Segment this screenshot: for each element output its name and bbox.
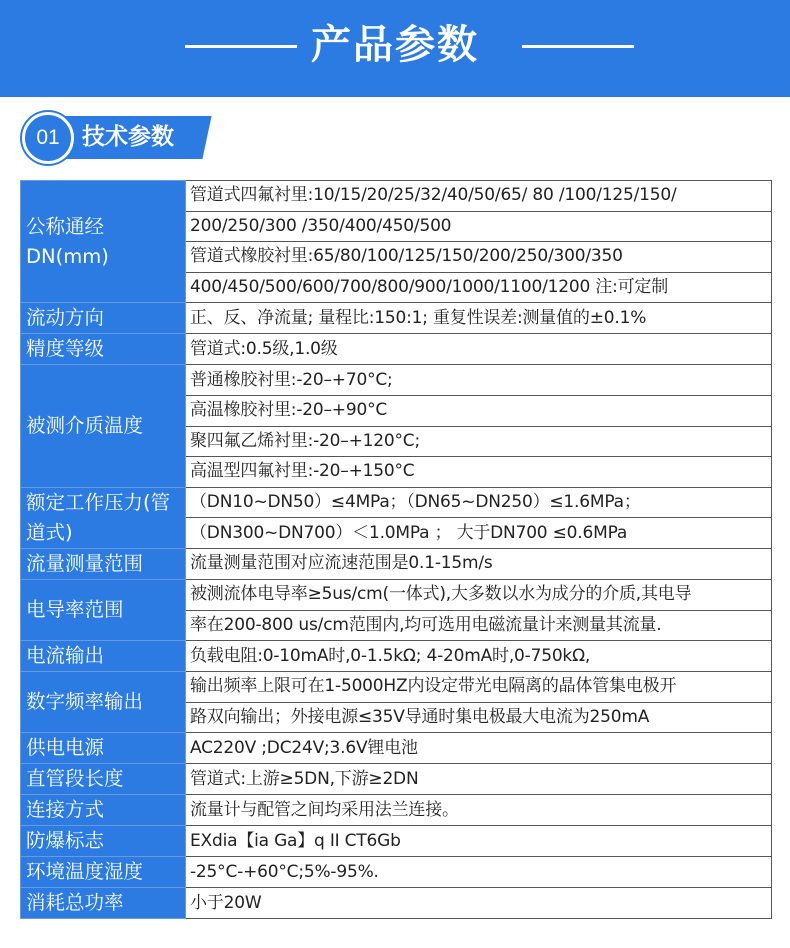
- table-row: [21, 181, 772, 212]
- page-title: 产品参数: [311, 22, 479, 68]
- param-value: 管道式橡胶衬里:65/80/100/125/150/200/250/300/350: [186, 242, 772, 273]
- param-name: 公称通经DN(mm): [21, 181, 186, 303]
- param-value: 400/450/500/600/700/800/900/1000/1100/1200 注:可定制: [186, 272, 772, 303]
- param-name: 被测介质温度: [21, 365, 186, 487]
- param-value: （DN10~DN50）≤4MPa；（DN65~DN250）≤1.6MPa；: [186, 487, 772, 518]
- param-name: 额定工作压力(管道式): [21, 487, 186, 548]
- param-value: 高温型四氟衬里:-20–+150°C: [186, 457, 772, 488]
- param-value: 小于20W: [186, 888, 772, 919]
- table-row: [21, 733, 772, 764]
- param-value: （DN300~DN700）＜1.0MPa ； 大于DN700 ≤0.6MPa: [186, 518, 772, 549]
- spec-table: [20, 180, 772, 919]
- param-name: 数字频率输出: [21, 672, 186, 733]
- param-name: 防爆标志: [21, 826, 186, 857]
- param-value: 管道式四氟衬里:10/15/20/25/32/40/50/65/ 80 /100/125/150/: [186, 181, 772, 212]
- param-name: 电流输出: [21, 641, 186, 672]
- param-name: 流量测量范围: [21, 548, 186, 579]
- table-row: [21, 334, 772, 365]
- table-row: [21, 888, 772, 919]
- table-row: [21, 579, 772, 610]
- param-value: 管道式:上游≥5DN,下游≥2DN: [186, 764, 772, 795]
- table-row: [21, 795, 772, 826]
- table-row: [21, 826, 772, 857]
- param-value: 高温橡胶衬里:-20–+90°C: [186, 395, 772, 426]
- table-row: [21, 857, 772, 888]
- table-row: [21, 303, 772, 334]
- param-value: 流量测量范围对应流速范围是0.1-15m/s: [186, 548, 772, 579]
- section-title: 技术参数: [82, 124, 174, 150]
- param-value: -25°C-+60°C;5%-95%.: [186, 857, 772, 888]
- param-value: 路双向输出；外接电源≤35V导通时集电极最大电流为250mA: [186, 702, 772, 733]
- table-row: [21, 641, 772, 672]
- param-value: 普通橡胶衬里:-20–+70°C;: [186, 365, 772, 396]
- param-name: 电导率范围: [21, 579, 186, 640]
- param-value: 管道式:0.5级,1.0级: [186, 334, 772, 365]
- param-value: 输出频率上限可在1-5000HZ内设定带光电隔离的晶体管集电极开: [186, 672, 772, 703]
- param-value: 聚四氟乙烯衬里:-20–+120°C;: [186, 426, 772, 457]
- param-name: 消耗总功率: [21, 888, 186, 919]
- table-row: [21, 365, 772, 396]
- header-banner: [0, 0, 790, 97]
- param-value: 率在200-800 us/cm范围内,均可选用电磁流量计来测量其流量.: [186, 610, 772, 641]
- table-row: [21, 548, 772, 579]
- section-number-badge: 01: [22, 112, 74, 164]
- table-row: [21, 764, 772, 795]
- param-name: 环境温度湿度: [21, 857, 186, 888]
- header-line-right: [522, 45, 634, 48]
- param-value: EXdia【ia Ga】q II CT6Gb: [186, 826, 772, 857]
- param-value: 正、反、净流量; 量程比:150:1; 重复性误差:测量值的±0.1%: [186, 303, 772, 334]
- param-value: 负载电阻:0-10mA时,0-1.5kΩ; 4-20mA时,0-750kΩ,: [186, 641, 772, 672]
- param-value: AC220V ;DC24V;3.6V锂电池: [186, 733, 772, 764]
- table-row: [21, 672, 772, 703]
- section-heading: [22, 112, 212, 162]
- param-value: 被测流体电导率≥5us/cm(一体式),大多数以水为成分的介质,其电导: [186, 579, 772, 610]
- param-value: 流量计与配管之间均采用法兰连接。: [186, 795, 772, 826]
- param-name: 直管段长度: [21, 764, 186, 795]
- param-value: 200/250/300 /350/400/450/500: [186, 211, 772, 242]
- param-name: 精度等级: [21, 334, 186, 365]
- table-row: [21, 487, 772, 518]
- param-name: 流动方向: [21, 303, 186, 334]
- param-name: 供电电源: [21, 733, 186, 764]
- param-name: 连接方式: [21, 795, 186, 826]
